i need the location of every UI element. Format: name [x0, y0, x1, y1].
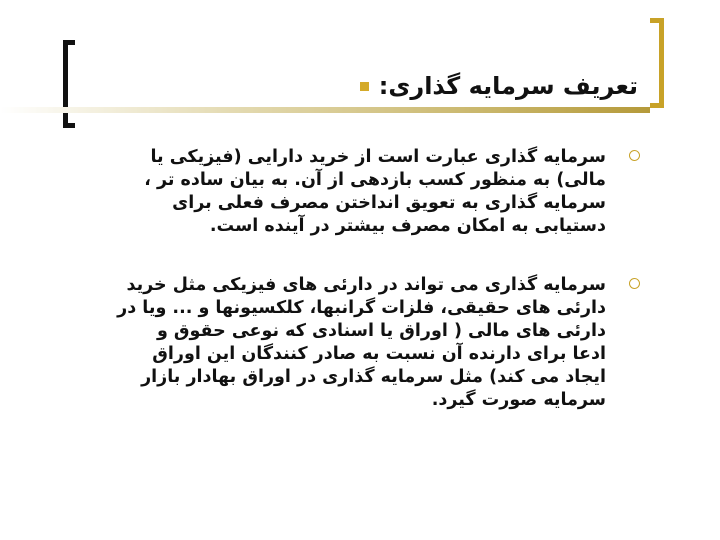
slide-title: تعریف سرمایه گذاری: — [378, 72, 638, 100]
circle-bullet-icon — [629, 150, 640, 161]
bullet-line: سرمایه صورت گیرد. — [431, 390, 606, 410]
bullet-line: ادعا برای دارنده آن نسبت به صادر کنندگان این اوراق — [152, 344, 606, 364]
bullet-line: دارئی های حقیقی، فلزات گرانبها، کلکسیونها و ... ویا در — [117, 298, 606, 318]
title-bullet-icon — [360, 82, 369, 91]
bullet-list — [60, 146, 640, 434]
bullet-line: مالی) به منظور کسب بازدهی از آن. به بیان ساده تر ، — [144, 170, 606, 190]
bullet-line: دستیابی به امکان مصرف بیشتر در آینده است. — [209, 216, 606, 236]
bullet-line: دارئی های مالی ( اوراق یا اسنادی که نوعی حقوق و — [156, 321, 606, 341]
bullet-line: سرمایه گذاری عبارت است از خرید دارایی (فیزیکی یا — [150, 147, 606, 167]
left-bracket-decoration — [63, 40, 75, 128]
right-bracket-decoration — [650, 18, 664, 108]
bullet-line: ایجاد می کند) مثل سرمایه گذاری در اوراق بهادار بازار — [141, 367, 606, 387]
bullet-text — [60, 274, 606, 412]
circle-bullet-icon — [629, 278, 640, 289]
title-underline-rule — [0, 107, 650, 113]
bullet-item — [60, 274, 640, 412]
bullet-text — [60, 146, 606, 238]
title-row — [360, 68, 638, 104]
bullet-line: سرمایه گذاری می تواند در دارئی های فیزیکی مثل خرید — [126, 275, 606, 295]
bullet-item — [60, 146, 640, 238]
bullet-line: سرمایه گذاری به تعویق انداختن مصرف فعلی برای — [172, 193, 606, 213]
